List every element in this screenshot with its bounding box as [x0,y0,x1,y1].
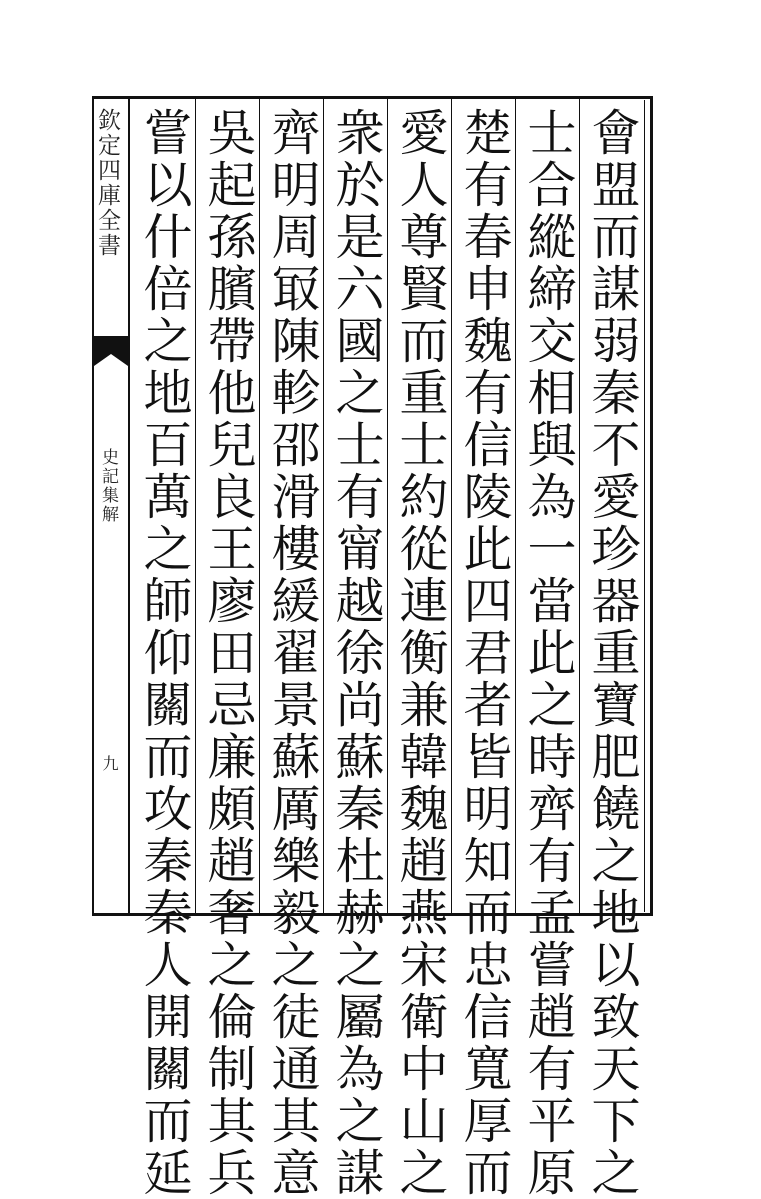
frame-right-border [650,96,653,916]
text-column-1: 會盟而謀弱秦不愛珍器重寶肥饒之地以致天下之 [584,107,641,1199]
page-number: 九 [100,755,119,771]
text-column-4: 愛人尊賢而重士約從連衡兼韓魏趙燕宋衛中山之 [392,107,449,1199]
text-columns [130,99,644,1199]
text-column-7: 吳起孫臏帶他兒良王廖田忌廉頗趙奢之倫制其兵 [200,107,257,1199]
section-title: 史記集解 [98,448,118,524]
text-column-2: 士合縱締交相與為一當此之時齊有孟嘗趙有平原 [520,107,577,1199]
text-column-5: 衆於是六國之士有甯越徐尚蘇秦杜赫之屬為之謀 [328,107,385,1199]
frame-right-inner-border [644,100,645,912]
text-column-8: 嘗以什倍之地百萬之師仰關而攻秦秦人開關而延 [136,107,193,1199]
text-column-3: 楚有春申魏有信陵此四君者皆明知而忠信寬厚而 [456,107,513,1199]
book-title: 欽定四庫全書 [94,108,120,258]
text-column-6: 齊明周冣陳軫邵滑樓緩翟景蘇厲樂毅之徒通其意 [264,107,321,1199]
fish-tail-ornament-icon [94,336,128,366]
